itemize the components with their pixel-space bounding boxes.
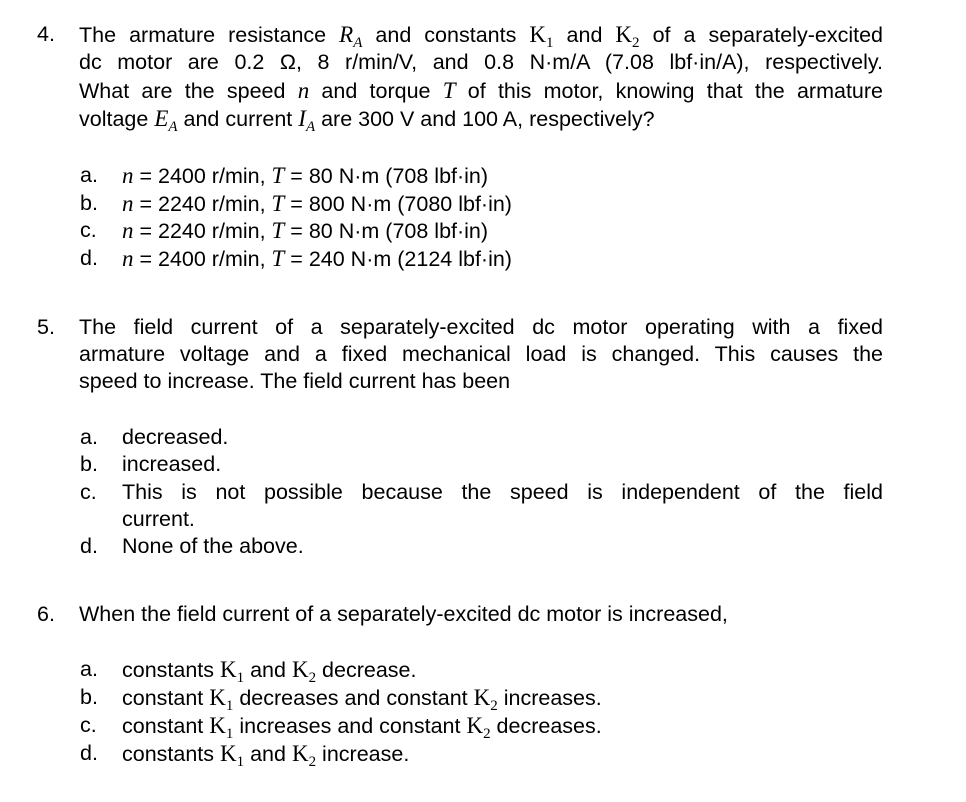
option-text: This is not possible because the speed is independent of the field	[122, 480, 883, 504]
option-letter: a.	[80, 657, 98, 681]
option-text: n = 2400 r/min, T = 240 N·m (2124 lbf·in)	[122, 246, 512, 271]
option-text: decreased.	[122, 425, 229, 449]
question-stem-line: The field current of a separately-excited dc motor operating with a fixed	[79, 315, 883, 339]
question-stem-line: voltage $E_A$ and current $I_A$ are 300 V and 100 A, respectively?	[79, 106, 655, 135]
question-number: 5.	[37, 315, 55, 339]
option-letter: b.	[80, 191, 98, 215]
option-letter: c.	[80, 480, 97, 504]
option-letter: b.	[80, 685, 98, 709]
question-stem-line: The armature resistance $R_A$ and constants $K_1$ and $K_2$ of a separately-excited	[79, 22, 883, 51]
option-letter: a.	[80, 425, 98, 449]
option-letter: c.	[80, 218, 97, 242]
option-letter: b.	[80, 452, 98, 476]
option-letter: d.	[80, 246, 98, 270]
option-text: constants $K_1$ and $K_2$ decrease.	[122, 657, 417, 686]
question-number: 6.	[37, 602, 55, 626]
question-number: 4.	[37, 22, 55, 46]
question-stem-line: When the field current of a separately-excited dc motor is increased,	[79, 602, 728, 626]
option-text: n = 2240 r/min, T = 800 N·m (7080 lbf·in)	[122, 191, 512, 216]
option-text: constants $K_1$ and $K_2$ increase.	[122, 741, 410, 770]
option-letter: d.	[80, 534, 98, 558]
question-stem-line: speed to increase. The field current has been	[79, 369, 511, 393]
question-stem-line: What are the speed n and torque T of this motor, knowing that the armature	[79, 78, 884, 103]
option-letter: c.	[80, 713, 97, 737]
option-letter: d.	[80, 741, 98, 765]
option-text: constant $K_1$ decreases and constant $K_2$ increases.	[122, 685, 602, 714]
option-letter: a.	[80, 163, 98, 187]
option-text: n = 2400 r/min, T = 80 N·m (708 lbf·in)	[122, 163, 489, 188]
option-text-continuation: current.	[122, 507, 195, 531]
option-text: constant $K_1$ increases and constant $K_2$ decreases.	[122, 713, 602, 742]
option-text: None of the above.	[122, 534, 304, 558]
option-text: n = 2240 r/min, T = 80 N·m (708 lbf·in)	[122, 218, 489, 243]
option-text: increased.	[122, 452, 222, 476]
question-stem-line: dc motor are 0.2 Ω, 8 r/min/V, and 0.8 N·m/A (7.08 lbf·in/A), respectively.	[79, 50, 883, 74]
question-stem-line: armature voltage and a fixed mechanical load is changed. This causes the	[79, 342, 883, 366]
